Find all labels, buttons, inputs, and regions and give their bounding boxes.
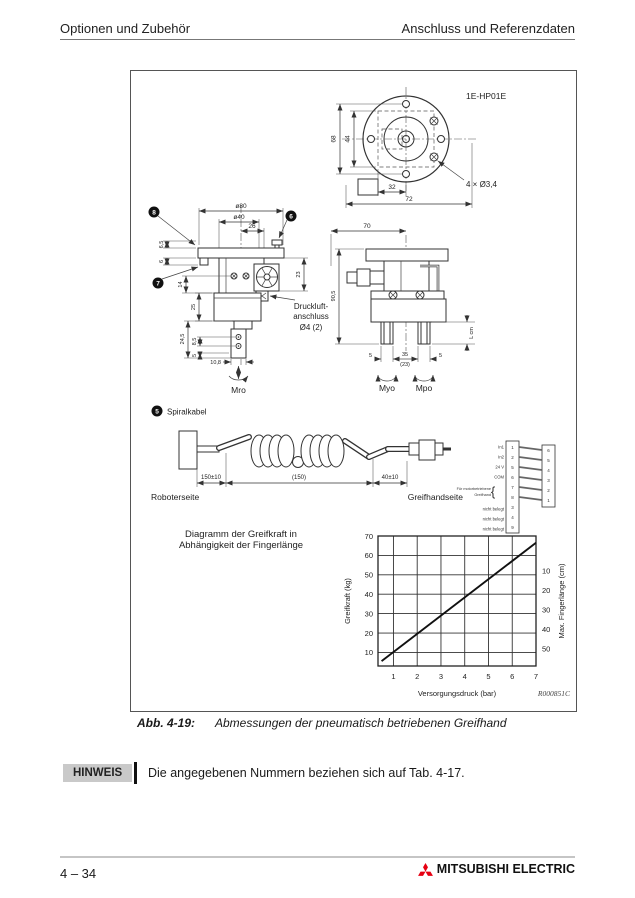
mitsubishi-diamonds-icon (418, 863, 433, 876)
note-text: Die angegebenen Nummern beziehen sich auf Tab. 4-17. (148, 766, 465, 780)
pinout-wires (519, 447, 542, 500)
page-number: 4 – 34 (60, 866, 97, 881)
y-axis-right-label: Max. Fingerlänge (cm) (557, 563, 566, 639)
svg-text:90,5: 90,5 (331, 290, 337, 302)
svg-text:6,5: 6,5 (159, 240, 165, 249)
svg-text:7: 7 (511, 484, 514, 490)
svg-text:70: 70 (363, 223, 371, 230)
rotation-symbols (378, 375, 433, 381)
svg-text:6: 6 (289, 213, 293, 221)
svg-text:1: 1 (547, 497, 550, 503)
side-body (198, 240, 284, 358)
brand-name: MITSUBISHI ELECTRIC (436, 862, 575, 876)
x-axis-label: Versorgungsdruck (bar) (417, 689, 497, 698)
svg-text:5: 5 (439, 353, 443, 359)
svg-text:7: 7 (156, 280, 160, 288)
svg-text:2: 2 (511, 454, 514, 460)
svg-text:40±10: 40±10 (381, 475, 399, 481)
mro-label: Mro (231, 385, 246, 395)
svg-text:40: 40 (364, 590, 373, 600)
figure-reference-number: R000851C (537, 689, 570, 698)
svg-text:6: 6 (159, 259, 165, 264)
roboterseite-label: Roboterseite (151, 492, 200, 502)
greifhandseite-label: Greifhandseite (407, 492, 463, 502)
svg-text:5: 5 (547, 457, 550, 463)
svg-text:30: 30 (364, 609, 373, 619)
flange-callout-text: 4 × Ø3,4 (466, 180, 497, 189)
svg-text:In1: In1 (498, 444, 504, 450)
myo-label: Myo (378, 383, 396, 393)
svg-text:20: 20 (364, 628, 373, 638)
pinout-signal-labels (457, 445, 505, 532)
svg-text:6: 6 (547, 447, 550, 453)
hinweis-badge: HINWEIS (63, 764, 132, 782)
chart-title (141, 529, 341, 551)
svg-text:3: 3 (511, 504, 514, 510)
bracket-icon: { (490, 484, 496, 499)
svg-text:ø40: ø40 (233, 214, 245, 221)
svg-text:8: 8 (511, 494, 514, 500)
header-left: Optionen und Zubehör (60, 21, 191, 36)
svg-text:3: 3 (547, 477, 550, 483)
svg-text:4: 4 (462, 672, 467, 681)
svg-text:6: 6 (511, 474, 514, 480)
svg-text:150±10: 150±10 (201, 475, 221, 481)
svg-text:Druckluft-: Druckluft- (293, 302, 329, 311)
svg-text:30: 30 (542, 605, 551, 615)
y-axis-left-label: Greifkraft (kg) (343, 578, 352, 624)
flange-dim-32: 32 (388, 184, 396, 191)
svg-text:40: 40 (542, 624, 551, 634)
front-view-drawing (315, 211, 500, 406)
svg-text:24,5: 24,5 (180, 333, 186, 345)
caption-label: Abb. 4-19: (137, 716, 196, 730)
svg-text:10,8: 10,8 (210, 360, 221, 366)
svg-text:4: 4 (511, 514, 514, 520)
svg-text:Greifhand: Greifhand (474, 493, 491, 497)
header-right: Anschluss und Referenzdaten (401, 21, 575, 36)
flange-dimensions (331, 104, 473, 208)
svg-text:6: 6 (510, 672, 515, 681)
svg-text:COM: COM (494, 474, 504, 480)
mpo-label: Mpo (415, 383, 433, 393)
svg-text:10: 10 (364, 648, 373, 658)
front-dim-bottom (369, 346, 442, 368)
svg-text:5: 5 (511, 464, 514, 470)
flange-title: 1E-HP01E (466, 91, 507, 101)
svg-text:1: 1 (511, 444, 514, 450)
flange-drawing (326, 83, 571, 218)
footer-rule (60, 856, 575, 858)
figure-caption (137, 716, 507, 730)
brand-logo-block (418, 862, 575, 876)
side-dim-bottom (210, 359, 254, 366)
front-body (347, 249, 448, 344)
side-dim-right (279, 258, 308, 291)
caption-text: Abmessungen der pneumatisch betriebenen Greifhand (215, 716, 507, 730)
chart-plot-area (365, 532, 551, 681)
svg-text:23: 23 (296, 271, 302, 278)
svg-text:nicht belegt: nicht belegt (482, 526, 504, 532)
svg-text:35: 35 (401, 352, 409, 358)
svg-text:50: 50 (364, 570, 373, 580)
svg-text:Ø4 (2): Ø4 (2) (299, 323, 323, 332)
note-divider-bar (134, 762, 137, 784)
svg-text:5: 5 (192, 353, 198, 358)
figure-box (130, 70, 577, 712)
header-rule (60, 39, 575, 40)
svg-text:8,5: 8,5 (192, 337, 198, 346)
finger-left (381, 322, 393, 344)
svg-text:8: 8 (152, 209, 156, 217)
svg-text:5: 5 (155, 408, 159, 416)
flange-callout (438, 161, 497, 189)
svg-text:2: 2 (547, 487, 550, 493)
svg-text:2: 2 (415, 672, 420, 681)
svg-text:70: 70 (364, 531, 373, 541)
svg-text:5: 5 (486, 672, 491, 681)
svg-text:nicht belegt: nicht belegt (482, 516, 504, 522)
spiralkabel-label: Spiralkabel (167, 407, 207, 417)
chart-title-line2: Abhängigkeit der Fingerlänge (178, 540, 304, 551)
finger-right (418, 322, 430, 344)
svg-text:(150): (150) (291, 475, 307, 481)
svg-text:(23): (23) (400, 362, 410, 368)
svg-text:50: 50 (542, 644, 551, 654)
cable-body (179, 431, 451, 469)
svg-text:60: 60 (364, 551, 373, 561)
svg-text:L cm: L cm (469, 327, 475, 339)
svg-text:3: 3 (438, 672, 444, 681)
mro-axis-symbol (229, 366, 248, 380)
svg-text:In2: In2 (498, 454, 504, 460)
svg-text:1: 1 (391, 672, 396, 681)
svg-text:ø80: ø80 (235, 203, 247, 210)
svg-text:9: 9 (511, 524, 514, 530)
svg-text:14: 14 (178, 281, 184, 288)
svg-text:24 V: 24 V (495, 464, 504, 470)
pinout-diagram (455, 436, 569, 538)
svg-text:10: 10 (542, 566, 551, 576)
svg-text:7: 7 (533, 672, 539, 681)
flange-dim-44: 44 (344, 135, 352, 143)
svg-text:20: 20 (542, 586, 551, 596)
svg-text:nicht belegt: nicht belegt (482, 506, 504, 512)
svg-text:25: 25 (191, 303, 197, 311)
spiralkabel-header (152, 406, 207, 417)
svg-text:Für motorbetriebene: Für motorbetriebene (456, 487, 491, 491)
flange-dim-72: 72 (405, 196, 413, 203)
chart-title-line1: Diagramm der Greifkraft in (185, 529, 297, 540)
svg-text:5: 5 (368, 353, 372, 359)
spiral-cable-drawing (141, 401, 471, 503)
flange-dim-68: 68 (330, 135, 338, 143)
svg-text:anschluss: anschluss (293, 312, 329, 321)
svg-text:4: 4 (547, 467, 550, 473)
svg-text:26: 26 (248, 223, 256, 230)
